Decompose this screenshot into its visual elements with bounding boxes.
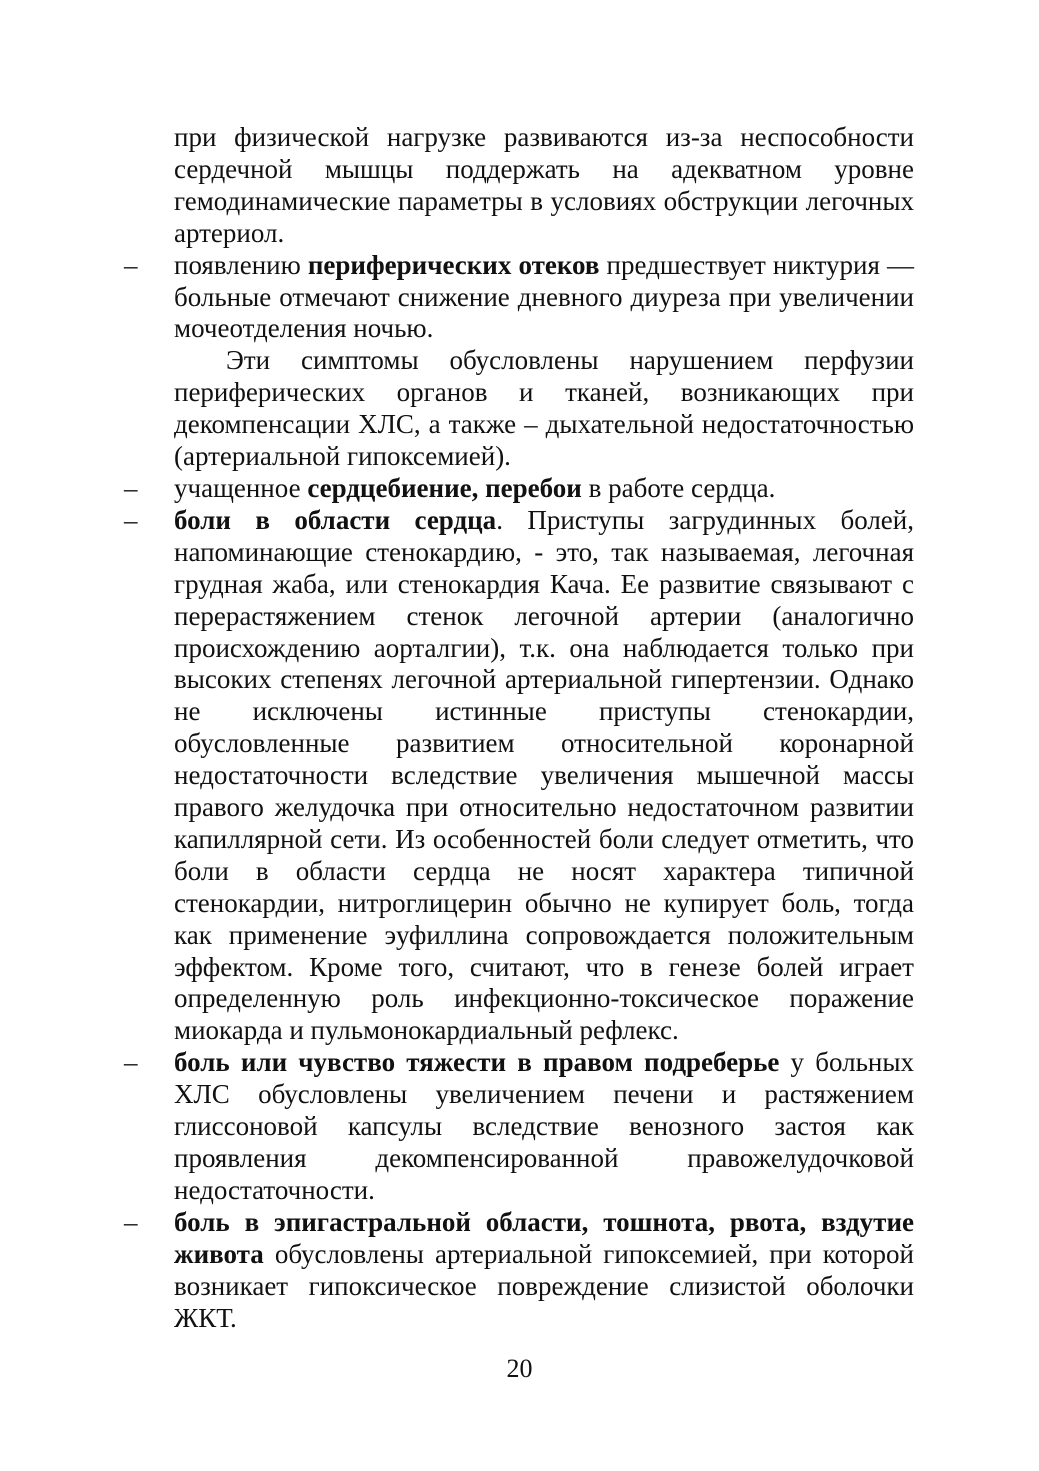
list-item-palpitations	[124, 472, 914, 505]
text-run: в работе сердца.	[581, 472, 776, 503]
list-item-right-hypochondrium	[124, 1047, 914, 1207]
list-item-text	[174, 473, 914, 505]
intro-paragraph: при физической нагрузке развиваются из-за неспособности сердечной мышцы поддержать на адекватном уровне гемодинамические параметры в условиях обструкции легочных артериол.	[174, 122, 914, 248]
list-item-text	[174, 1047, 914, 1207]
list-dash: –	[124, 472, 138, 503]
list-dash: –	[124, 1047, 138, 1078]
list-dash: –	[124, 249, 138, 280]
page-number: 20	[506, 1354, 533, 1383]
text-run: у больных ХЛС обусловлены увеличением печени и растяжением глиссоновой капсулы вследствие венозного застоя как проявления декомпенсированной правожелудочковой недостаточности.	[174, 1047, 914, 1205]
text-run: . Приступы загрудинных болей, напоминающие стенокардию, - это, так называемая, легочная грудная жаба, или стенокардия Кача. Ее развитие связывают с перерастяжением стенок легочной артерии (аналогично происхождению аорталгии), т.к. она наблюдается только при высоких степенях легочной артериальной гипертензии. Однако не исключены истинные приступы стенокардии, обусловленные развитием относительной коронарной недостаточности вследствие увеличения мышечной массы правого желудочка при относительно недостаточном развитии капиллярной сети. Из особенностей боли следует отметить, что боли в области сердца не носят характера типичной стенокардии, нитроглицерин обычно не купирует боль, тогда как применение эуфиллина сопровождается положительным эффектом. Кроме того, считают, что в генезе болей играет определенную роль инфекционно-токсическое поражение миокарда и пульмонокардиальный рефлекс.	[174, 504, 914, 1046]
text-run: появлению	[174, 249, 308, 280]
list-item-heart-pain	[124, 504, 914, 1047]
bold-term: боль или чувство тяжести в правом подреберье	[174, 1047, 780, 1078]
text-run: предшествует никтурия — больные отмечают снижение дневного диуреза при увеличении мочеотделения ночью.	[174, 249, 914, 344]
list-item-edema	[124, 249, 914, 346]
list-item-text	[174, 505, 914, 1047]
list-dash: –	[124, 504, 138, 535]
edema-explanation-paragraph: Эти симптомы обусловлены нарушением перфузии периферических органов и тканей, возникающих при декомпенсации ХЛС, а также – дыхательной недостаточностью (артериальной гипоксемией).	[174, 345, 914, 472]
list-item-text	[174, 1207, 914, 1335]
list-dash: –	[124, 1206, 138, 1237]
page-body	[124, 122, 914, 1334]
bold-term: боль в эпигастральной области, тошнота, рвота, вздутие живота	[174, 1206, 914, 1269]
bold-term: боли в области сердца	[174, 504, 497, 535]
text-run: обусловлены артериальной гипоксемией, при которой возникает гипоксическое повреждение слизистой оболочки ЖКТ.	[174, 1238, 914, 1333]
bold-term: сердцебиение, перебои	[307, 472, 582, 503]
text-run: учащенное	[174, 472, 308, 503]
bold-term: периферических отеков	[307, 249, 600, 280]
list-item-text	[174, 250, 914, 346]
list-item-epigastric	[124, 1206, 914, 1335]
